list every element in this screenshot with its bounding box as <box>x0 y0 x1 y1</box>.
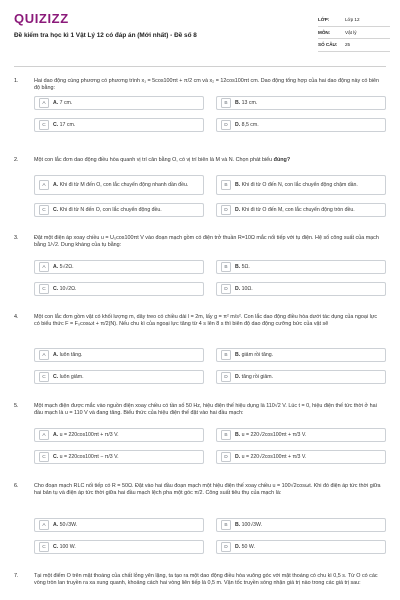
option-label: B. <box>235 351 241 358</box>
option-text: u = 220√2cos100πt + π/3 V. <box>241 453 307 460</box>
option-letter-box: D <box>221 205 231 215</box>
option-d[interactable] <box>216 282 386 296</box>
option-text: u = 220cos100πt − π/3 V. <box>59 453 119 460</box>
option-a[interactable] <box>34 428 204 442</box>
option-text: Khi đi từ M đến O, con lắc chuyển động nhanh dần đều. <box>59 181 189 188</box>
option-d[interactable] <box>216 118 386 132</box>
question-number: 4. <box>14 314 19 320</box>
option-a[interactable] <box>34 260 204 274</box>
option-text: Khi đi từ O đến N, con lắc chuyển động chậm dần. <box>241 181 358 188</box>
option-label: A. <box>53 99 59 106</box>
meta-label: MÔN: <box>318 29 331 35</box>
meta-row-class <box>318 14 390 27</box>
meta-table <box>318 14 390 52</box>
option-letter-box: A <box>39 350 49 360</box>
option-letter-box: B <box>221 350 231 360</box>
option-letter-box: A <box>39 430 49 440</box>
option-c[interactable] <box>34 450 204 464</box>
option-letter-box: C <box>39 452 49 462</box>
option-a[interactable] <box>34 175 204 195</box>
option-label: D. <box>235 373 241 380</box>
option-label: B. <box>235 99 241 106</box>
option-text: 7 cm. <box>59 99 73 106</box>
option-text: 50 W. <box>241 543 255 550</box>
option-a[interactable] <box>34 348 204 362</box>
option-b[interactable] <box>216 96 386 110</box>
option-b[interactable] <box>216 518 386 532</box>
option-label: A. <box>53 431 59 438</box>
question-number: 5. <box>14 403 19 409</box>
option-letter-box: A <box>39 262 49 272</box>
option-label: D. <box>235 285 241 292</box>
option-label: B. <box>235 181 241 188</box>
meta-label: LỚP: <box>318 17 330 22</box>
meta-value: Vật lý <box>345 29 357 35</box>
option-b[interactable] <box>216 175 386 195</box>
option-label: D. <box>235 543 241 550</box>
option-text: tăng rồi giảm. <box>241 373 274 380</box>
option-text: luôn tăng. <box>59 351 83 358</box>
question-number: 7. <box>14 573 19 579</box>
option-text: luôn giảm. <box>59 373 84 380</box>
option-letter-box: C <box>39 205 49 215</box>
option-letter-box: B <box>221 430 231 440</box>
option-text: 5√2Ω. <box>59 263 74 270</box>
option-label: D. <box>235 453 241 460</box>
option-text: 10Ω. <box>241 285 253 292</box>
option-c[interactable] <box>34 118 204 132</box>
option-d[interactable] <box>216 203 386 217</box>
option-text: 100√3W. <box>241 521 263 528</box>
question-text: Cho đoạn mạch RLC nối tiếp có R = 50Ω. Đặt vào hai đầu đoạn mạch một hiệu điện thế xoay chiều u = 100√2cosωt. Khi đó điện áp tức thời giữa hai bản tụ và điện áp tức thời giữa hai đầu mạch lệch pha một góc π/2. Công suất tiêu thụ của mạch là: <box>34 483 381 497</box>
option-label: C. <box>53 453 59 460</box>
option-letter-box: D <box>221 452 231 462</box>
option-letter-box: D <box>221 372 231 382</box>
page-title: Đề kiểm tra học kì 1 Vật Lý 12 có đáp án (Mới nhất) - Đề số 8 <box>14 32 197 39</box>
option-letter-box: C <box>39 120 49 130</box>
option-text: giảm rồi tăng. <box>241 351 274 358</box>
option-letter-box: C <box>39 542 49 552</box>
option-text: 17 cm. <box>59 121 76 128</box>
option-label: A. <box>53 181 59 188</box>
meta-label: SỐ CÂU: <box>318 42 338 47</box>
header <box>0 0 400 60</box>
option-letter-box: B <box>221 520 231 530</box>
option-label: C. <box>53 543 59 550</box>
meta-value: Lớp 12 <box>345 17 360 22</box>
question-number: 1. <box>14 78 19 84</box>
option-letter-box: C <box>39 372 49 382</box>
meta-row-count <box>318 39 390 52</box>
option-letter-box: A <box>39 98 49 108</box>
option-letter-box: C <box>39 284 49 294</box>
question-text: Một con lắc đơn gồm vật có khối lượng m, dây treo có chiều dài l = 2m, lấy g = π² m/s². Con lắc dao động điều hòa dưới tác dụng của ngoại lực có biểu thức F = F₀cosωt + π/2(N). Nếu chu kì của ngoại lực tăng từ 4 s lên 8 s thì biên độ dao động cưỡng bức của vật sẽ <box>34 314 378 328</box>
option-text: Khi đi từ N đến O, con lắc chuyển động đều. <box>59 206 162 213</box>
question-text: Tại một điểm O trên mặt thoáng của chất lỏng yên lặng, ta tạo ra một dao động điều hòa vuông góc với mặt thoáng có chu kì 0,5 s. Từ O có các vòng tròn lan truyền ra xa xung quanh, khoảng cách hai vòng liên tiếp là 0,5 m. Vận tốc truyền sóng nhận giá trị nào trong các giá trị sau: <box>34 573 378 587</box>
question-number: 6. <box>14 483 19 489</box>
option-text: 100 W. <box>59 543 76 550</box>
option-label: A. <box>53 521 59 528</box>
option-text: 8,5 cm. <box>241 121 259 128</box>
quizizz-logo: QUIZIZZ <box>14 11 69 26</box>
question-text: Một mạch điện được mắc vào nguồn điện xoay chiều có tần số 50 Hz, hiệu điện thế hiệu dụng là 110√2 V. Lúc t = 0, hiệu điện thế tức thời ở hai đầu mạch là u = 110 V và đang tăng. Biểu thức của hiệu điện thế đặt vào hai đầu mạch: <box>34 403 377 417</box>
option-text: 50√3W. <box>59 521 78 528</box>
option-label: C. <box>53 373 59 380</box>
option-text: u = 220√2cos100πt + π/3 V. <box>241 431 307 438</box>
option-text: Khi đi từ O đến M, con lắc chuyển động tròn đều. <box>241 206 355 213</box>
option-label: A. <box>53 263 59 270</box>
option-text: u = 220cos100πt + π/3 V. <box>59 431 119 438</box>
option-text: 13 cm. <box>241 99 258 106</box>
option-letter-box: D <box>221 120 231 130</box>
option-c[interactable] <box>34 540 204 554</box>
option-letter-box: A <box>39 180 49 190</box>
option-d[interactable] <box>216 450 386 464</box>
option-c[interactable] <box>34 370 204 384</box>
question-text: Một con lắc đơn dao động điều hòa quanh vị trí cân bằng O, có vị trí biên là M và N. Chọn phát biểu đúng? <box>34 157 291 163</box>
option-label: B. <box>235 263 241 270</box>
option-a[interactable] <box>34 518 204 532</box>
option-c[interactable] <box>34 282 204 296</box>
option-label: D. <box>235 121 241 128</box>
option-label: D. <box>235 206 241 213</box>
option-letter-box: B <box>221 180 231 190</box>
option-letter-box: B <box>221 98 231 108</box>
option-letter-box: B <box>221 262 231 272</box>
option-label: B. <box>235 431 241 438</box>
option-label: C. <box>53 121 59 128</box>
option-letter-box: D <box>221 284 231 294</box>
question-text: Đặt một điện áp xoay chiều u = U₀cos100πt V vào đoạn mạch gồm có điện trở thuần R=10Ω mắc nối tiếp với tụ điện. Hệ số công suất của mạch bằng 1/√2. Dung kháng của tụ bằng: <box>34 235 379 249</box>
question-emphasis: đúng? <box>273 157 291 163</box>
question-number: 2. <box>14 157 19 163</box>
option-b[interactable] <box>216 260 386 274</box>
option-b[interactable] <box>216 348 386 362</box>
meta-row-subject <box>318 27 390 40</box>
option-c[interactable] <box>34 203 204 217</box>
option-a[interactable] <box>34 96 204 110</box>
question-number: 3. <box>14 235 19 241</box>
option-d[interactable] <box>216 540 386 554</box>
option-d[interactable] <box>216 370 386 384</box>
option-label: C. <box>53 206 59 213</box>
question-text: Hai dao động cùng phương có phương trình x₁ = 5cos100πt + π/2 cm và x₂ = 12cos100πt cm. Dao động tổng hợp của hai dao động này có biên độ bằng: <box>34 78 380 92</box>
option-text: 10√2Ω. <box>59 285 77 292</box>
meta-value: 25 <box>345 42 351 47</box>
option-label: A. <box>53 351 59 358</box>
header-divider <box>14 66 386 67</box>
option-label: B. <box>235 521 241 528</box>
option-letter-box: A <box>39 520 49 530</box>
option-b[interactable] <box>216 428 386 442</box>
option-letter-box: D <box>221 542 231 552</box>
option-text: 5Ω. <box>241 263 250 270</box>
option-label: C. <box>53 285 59 292</box>
